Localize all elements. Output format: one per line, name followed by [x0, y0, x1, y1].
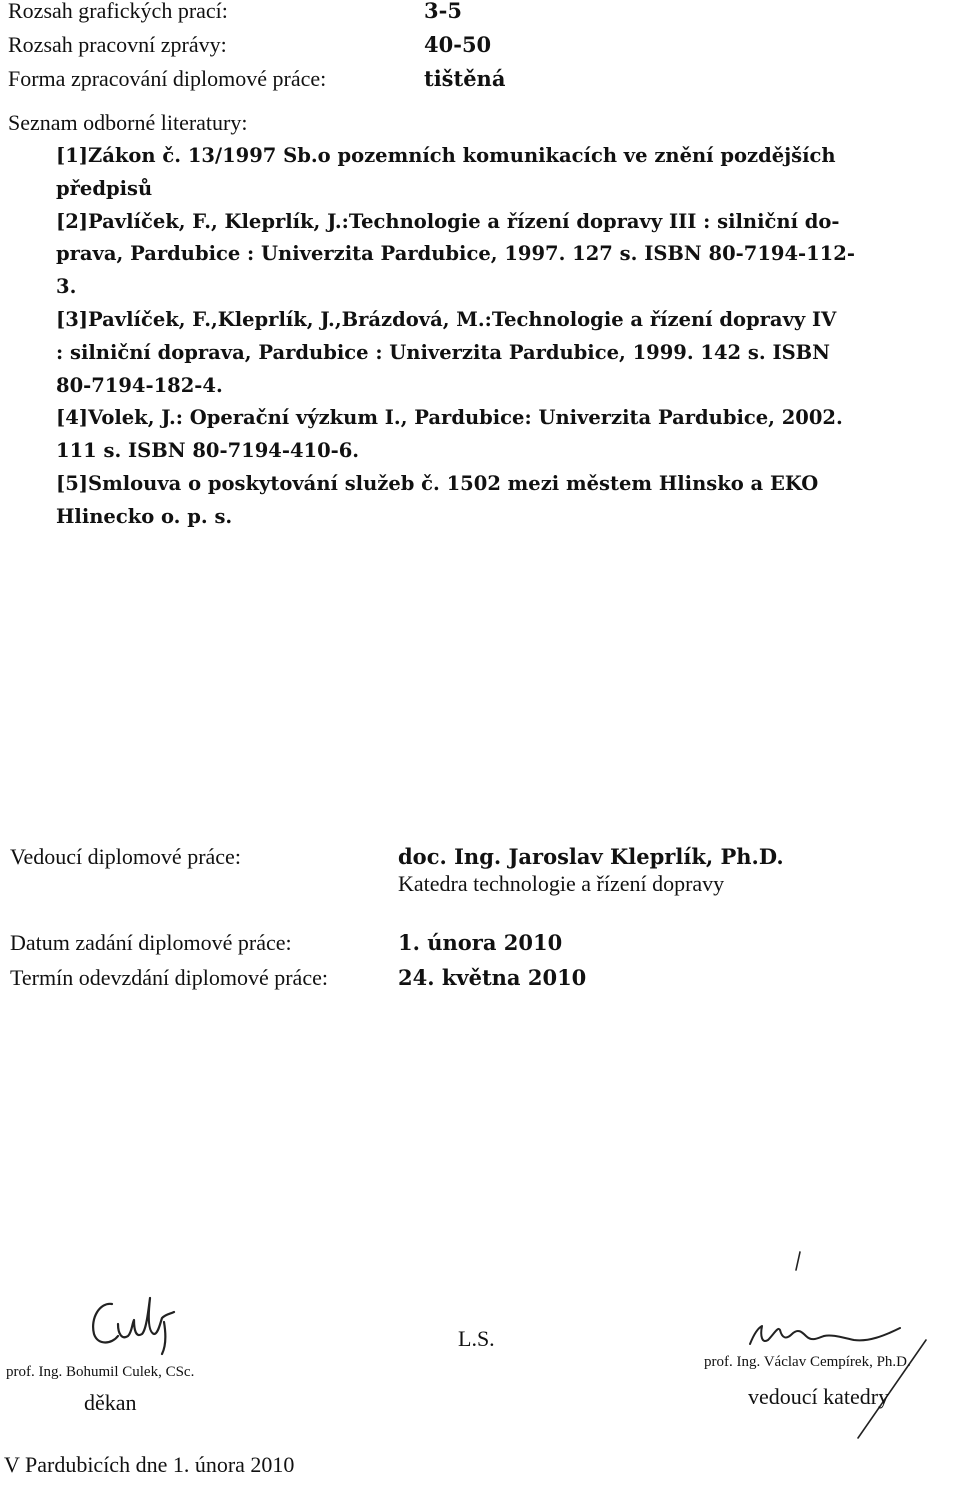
literature-line: předpisů: [56, 176, 153, 200]
supervisor-label: Vedoucí diplomové práce:: [10, 844, 241, 869]
head-name: prof. Ing. Václav Cempírek, Ph.D.: [704, 1354, 911, 1370]
assigned-date-value: 1. února 2010: [398, 930, 563, 955]
supervisor-name: doc. Ing. Jaroslav Kleprlík, Ph.D.: [398, 844, 784, 869]
supervisor-department: Katedra technologie a řízení dopravy: [398, 871, 725, 896]
deadline-value: 24. května 2010: [398, 965, 587, 990]
dean-name: prof. Ing. Bohumil Culek, CSc.: [6, 1364, 195, 1380]
thesis-form-label: Forma zpracování diplomové práce:: [8, 66, 327, 91]
dean-signature: [82, 1284, 192, 1356]
place-date: V Pardubicích dne 1. února 2010: [4, 1452, 295, 1477]
literature-line: [2]Pavlíček, F., Kleprlík, J.:Technologie a řízení dopravy III : silniční do-: [56, 209, 840, 233]
literature-title: Seznam odborné literatury:: [8, 110, 248, 135]
literature-list: [56, 140, 936, 534]
thesis-form-value: tištěná: [424, 66, 506, 91]
literature-line: : silniční doprava, Pardubice : Univerzita Pardubice, 1999. 142 s. ISBN: [56, 340, 830, 364]
literature-line: 3.: [56, 275, 77, 299]
literature-line: 80-7194-182-4.: [56, 373, 223, 397]
dean-role: děkan: [84, 1390, 137, 1415]
literature-line: prava, Pardubice : Univerzita Pardubice, 1997. 127 s. ISBN 80-7194-112-: [56, 242, 855, 266]
literature-line: [4]Volek, J.: Operační výzkum I., Pardubice: Univerzita Pardubice, 2002.: [56, 406, 843, 430]
deadline-label: Termín odevzdání diplomové práce:: [10, 965, 328, 990]
literature-line: 111 s. ISBN 80-7194-410-6.: [56, 439, 360, 463]
head-signature: [740, 1248, 930, 1440]
graphic-scope-value: 3-5: [424, 0, 462, 23]
literature-line: Hlinecko o. p. s.: [56, 504, 233, 528]
report-scope-value: 40-50: [424, 32, 492, 57]
assigned-date-label: Datum zadání diplomové práce:: [10, 930, 292, 955]
literature-line: [3]Pavlíček, F.,Kleprlík, J.,Brázdová, M.:Technologie a řízení dopravy IV: [56, 307, 837, 331]
literature-line: [5]Smlouva o poskytování služeb č. 1502 mezi městem Hlinsko a EKO: [56, 471, 819, 495]
head-role: vedoucí katedry: [748, 1384, 890, 1409]
seal-mark: L.S.: [458, 1326, 495, 1351]
literature-line: [1]Zákon č. 13/1997 Sb.o pozemních komunikacích ve znění pozdějších: [56, 144, 836, 167]
graphic-scope-label: Rozsah grafických prací:: [8, 0, 228, 23]
report-scope-label: Rozsah pracovní zprávy:: [8, 32, 227, 57]
